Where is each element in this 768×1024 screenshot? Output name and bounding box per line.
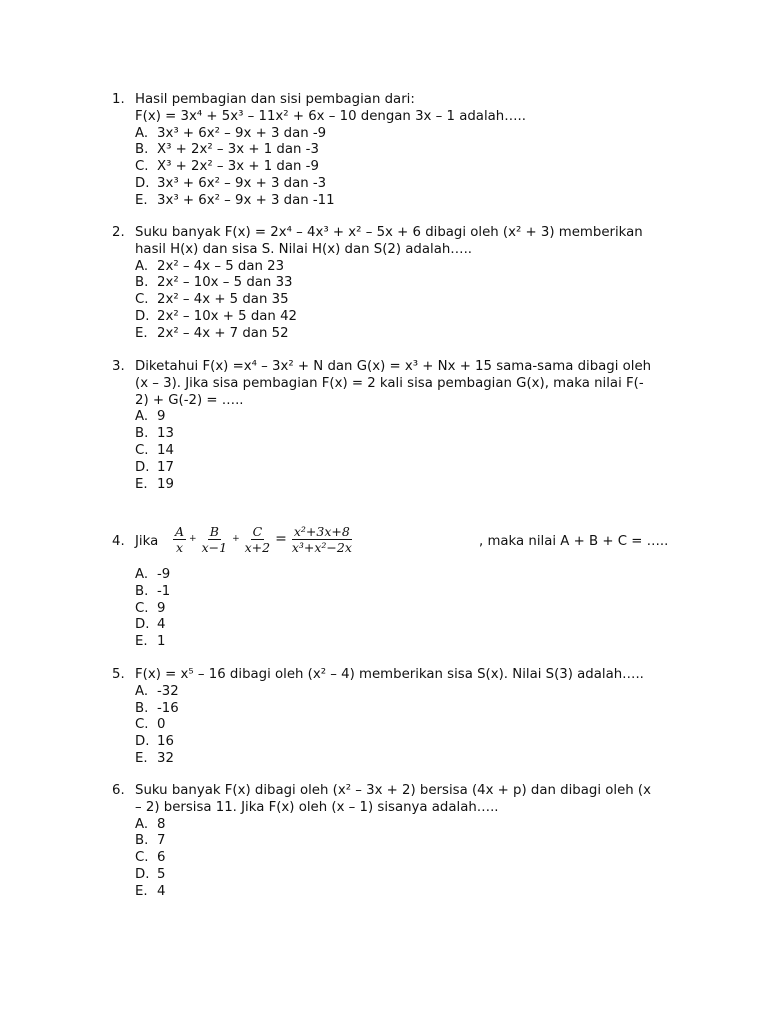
question-5 [112, 667, 672, 768]
question-line: F(x) = x⁵ – 16 dibagi oleh (x² – 4) memberikan sisa S(x). Nilai S(3) adalah….. [135, 667, 644, 682]
option-e: E. 4 [135, 883, 166, 899]
options-list [135, 409, 672, 493]
question-number: 4. [112, 534, 125, 549]
question-line: Diketahui F(x) =x⁴ – 3x² + N dan G(x) = x³ + Nx + 15 sama-sama dibagi oleh [135, 359, 652, 374]
option-b: B. 13 [135, 426, 174, 442]
question-text [135, 783, 672, 817]
option-e: E. 1 [135, 634, 166, 650]
plus-sign: + [232, 533, 240, 544]
question-line: Suku banyak F(x) = 2x⁴ – 4x³ + x² – 5x + 6 dibagi oleh (x² + 3) memberikan [135, 225, 643, 240]
option-e: E. 2x² – 4x + 7 dan 52 [135, 325, 289, 341]
partial-fraction-equation [172, 514, 355, 564]
option-e: E. 32 [135, 750, 174, 766]
option-d: D. 16 [135, 734, 174, 750]
option-c: C. X³ + 2x² – 3x + 1 dan -9 [135, 159, 319, 175]
question-1 [112, 92, 672, 210]
option-c: C. 6 [135, 850, 166, 866]
option-e: E. 3x³ + 6x² – 9x + 3 dan -11 [135, 192, 335, 208]
question-line: (x – 3). Jika sisa pembagian F(x) = 2 kali sisa pembagian G(x), maka nilai F(- [135, 375, 644, 391]
options-list [135, 684, 672, 768]
option-a: A. 9 [135, 409, 166, 425]
rhs-fraction: $\frac{\text{x²+3x+8}}{\text{x³+x²−2x}}$ [291, 523, 352, 555]
option-c: C. 2x² – 4x + 5 dan 35 [135, 292, 289, 308]
question-text: Jika [135, 534, 159, 549]
option-b: B. -1 [135, 583, 171, 599]
question-number: 5. [112, 667, 125, 682]
option-d: D. 17 [135, 459, 174, 475]
question-line: Suku banyak F(x) dibagi oleh (x² – 3x + 2) bersisa (4x + p) dan dibagi oleh (x [135, 783, 651, 798]
fraction-b-over-x-minus-1: $\frac{B}{x-1}$ [201, 523, 228, 555]
options-list [135, 126, 672, 210]
option-a: A. 2x² – 4x – 5 dan 23 [135, 258, 285, 274]
option-c: C. 14 [135, 442, 174, 458]
plus-sign: + [189, 533, 197, 544]
question-line: 2) + G(-2) = ….. [135, 392, 244, 408]
question-number: 2. [112, 225, 125, 240]
option-a: A. 8 [135, 816, 166, 832]
option-b: B. 7 [135, 833, 166, 849]
option-b: B. 2x² – 10x – 5 dan 33 [135, 275, 293, 291]
question-4 [112, 512, 672, 574]
question-number: 1. [112, 92, 125, 107]
option-a: A. -9 [135, 567, 171, 582]
option-b: B. X³ + 2x² – 3x + 1 dan -3 [135, 142, 319, 158]
question-line: – 2) bersisa 11. Jika F(x) oleh (x – 1) sisanya adalah….. [135, 799, 499, 815]
option-d: D. 2x² – 10x + 5 dan 42 [135, 308, 297, 324]
question-text [135, 359, 672, 409]
option-e: E. 19 [135, 476, 174, 492]
question-text [135, 92, 672, 126]
question-line: Hasil pembagian dan sisi pembagian dari: [135, 92, 415, 107]
question-number: 6. [112, 783, 125, 798]
question-2 [112, 225, 672, 343]
options-list [135, 567, 672, 651]
question-3 [112, 359, 672, 493]
option-d: D. 3x³ + 6x² – 9x + 3 dan -3 [135, 175, 327, 191]
options-list [135, 259, 672, 343]
question-text [135, 225, 672, 259]
question-number: 3. [112, 359, 125, 374]
option-c: C. 9 [135, 600, 166, 616]
question-text-continuation: , maka nilai A + B + C = ….. [479, 534, 669, 549]
option-d: D. 5 [135, 866, 166, 882]
question-line: F(x) = 3x⁴ + 5x³ – 11x² + 6x – 10 dengan 3x – 1 adalah….. [135, 108, 526, 124]
options-list [135, 817, 672, 901]
equals-sign: = [275, 530, 287, 547]
option-a: A. 3x³ + 6x² – 9x + 3 dan -9 [135, 125, 327, 141]
question-6 [112, 783, 672, 901]
question-line: hasil H(x) dan sisa S. Nilai H(x) dan S(2) adalah….. [135, 241, 473, 257]
option-c: C. 0 [135, 717, 166, 733]
option-a: A. -32 [135, 683, 179, 699]
option-b: B. -16 [135, 700, 179, 716]
question-text [135, 667, 672, 684]
fraction-c-over-x-plus-2: $\frac{C}{x+2}$ [244, 523, 271, 555]
option-d: D. 4 [135, 617, 166, 633]
question-4-options [112, 567, 672, 651]
fraction-a-over-x: $\frac{A}{x}$ [175, 523, 185, 555]
